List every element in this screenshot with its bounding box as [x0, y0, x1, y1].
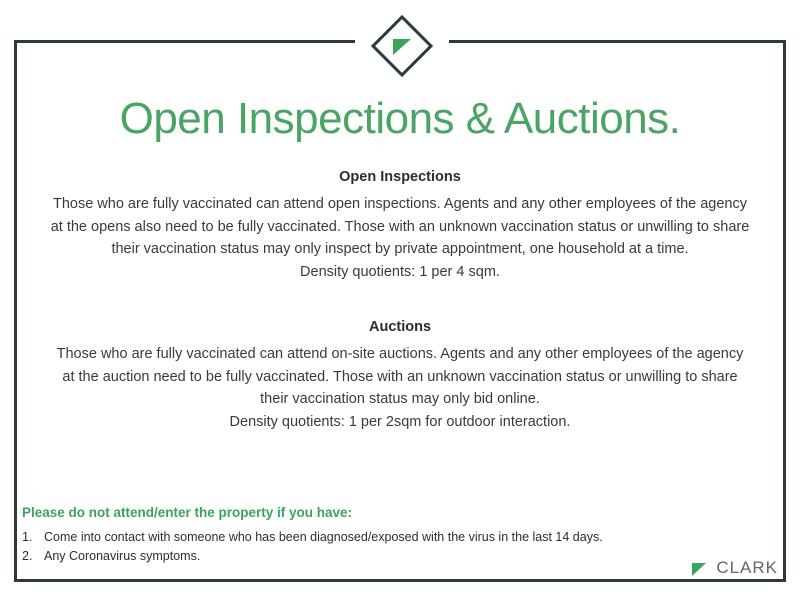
- list-item-number: 1.: [22, 530, 33, 544]
- list-item: [22, 528, 622, 547]
- page-title: Open Inspections & Auctions.: [119, 94, 681, 143]
- diamond-triangle-icon: [393, 39, 411, 55]
- section-open-inspections: [30, 169, 770, 283]
- section-heading: Open Inspections: [339, 169, 461, 186]
- slide-content: [30, 95, 770, 451]
- list-item-text: Any Coronavirus symptoms.: [44, 548, 201, 563]
- brand-name: CLARK: [716, 558, 778, 577]
- brand-logo: [692, 558, 778, 578]
- section-spacer: [30, 301, 770, 319]
- diamond-logo-icon: [372, 16, 432, 76]
- section-body: Those who are fully vaccinated can attend on-site auctions. Agents and any other employees of the agency at the auction need to be fully vaccinated. Those with an unknown vaccination status or unwilling to share their vaccination status may only bid online.: [56, 346, 744, 408]
- clark-triangle-icon: [692, 563, 706, 576]
- do-not-attend-notice: [22, 505, 622, 566]
- section-body: Those who are fully vaccinated can attend open inspections. Agents and any other employees of the agency at the opens also need to be fully vaccinated. Those with an unknown vaccination status or unwilling to share their vaccination status may only inspect by private appointment, one household at a time.: [50, 196, 750, 258]
- list-item: [22, 547, 622, 566]
- section-auctions: [30, 319, 770, 433]
- section-density: Density quotients: 1 per 4 sqm.: [300, 263, 500, 280]
- section-density: Density quotients: 1 per 2sqm for outdoor interaction.: [229, 413, 571, 430]
- notice-list: [22, 528, 622, 566]
- list-item-number: 2.: [22, 548, 33, 563]
- section-heading: Auctions: [368, 319, 432, 336]
- list-item-text: Come into contact with someone who has been diagnosed/exposed with the virus in the last 14 days.: [44, 530, 603, 544]
- notice-title: Please do not attend/enter the property if you have:: [22, 505, 353, 520]
